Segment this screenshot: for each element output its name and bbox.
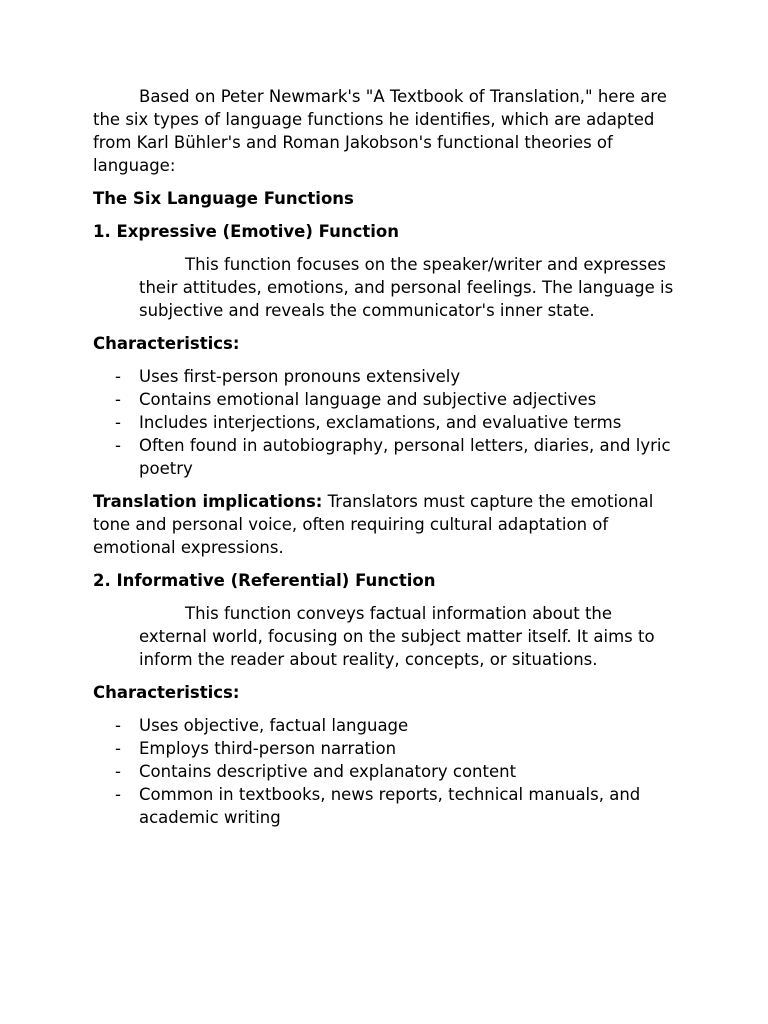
list-item-text: Employs third-person narration [139, 739, 397, 758]
implication-text: Translators must capture the emotional tone and personal voice, often requiring cultural adaptation of emotional expressions. [93, 492, 654, 557]
list-item [93, 737, 683, 760]
bullet-dash: - [115, 762, 121, 781]
section-description: This function focuses on the speaker/writer and expresses their attitudes, emotions, and personal feelings. The language is subjective and reveals the communicator's inner state. [139, 255, 674, 320]
characteristics-list [93, 714, 683, 829]
list-item-text: Common in textbooks, news reports, technical manuals, and academic writing [139, 785, 641, 827]
list-item [93, 411, 683, 434]
bullet-dash: - [115, 413, 121, 432]
list-item [93, 365, 683, 388]
section-heading: 2. Informative (Referential) Function [93, 571, 436, 590]
section-expressive [93, 220, 683, 559]
list-item [93, 434, 683, 480]
list-item-text: Contains descriptive and explanatory content [139, 762, 517, 781]
list-item-text: Uses objective, factual language [139, 716, 409, 735]
bullet-dash: - [115, 739, 121, 758]
bullet-dash: - [115, 436, 121, 455]
intro-paragraph: Based on Peter Newmark's "A Textbook of Translation," here are the six types of language functions he identifies, which are adapted from Karl Bühler's and Roman Jakobson's functional theories of language: [93, 87, 667, 175]
document-body [93, 85, 683, 839]
section-heading: 1. Expressive (Emotive) Function [93, 222, 399, 241]
list-item-text: Uses first-person pronouns extensively [139, 367, 461, 386]
bullet-dash: - [115, 390, 121, 409]
main-heading: The Six Language Functions [93, 189, 354, 208]
bullet-dash: - [115, 367, 121, 386]
characteristics-list [93, 365, 683, 480]
list-item [93, 714, 683, 737]
section-description: This function conveys factual information about the external world, focusing on the subject matter itself. It aims to inform the reader about reality, concepts, or situations. [139, 604, 655, 669]
list-item-text: Contains emotional language and subjective adjectives [139, 390, 597, 409]
list-item [93, 388, 683, 411]
list-item [93, 760, 683, 783]
characteristics-heading: Characteristics: [93, 334, 240, 353]
implication-label: Translation implications: [93, 492, 323, 511]
list-item [93, 783, 683, 829]
list-item-text: Includes interjections, exclamations, and evaluative terms [139, 413, 622, 432]
bullet-dash: - [115, 716, 121, 735]
characteristics-heading: Characteristics: [93, 683, 240, 702]
section-informative [93, 569, 683, 829]
bullet-dash: - [115, 785, 121, 804]
list-item-text: Often found in autobiography, personal letters, diaries, and lyric poetry [139, 436, 671, 478]
translation-implications [93, 490, 683, 559]
